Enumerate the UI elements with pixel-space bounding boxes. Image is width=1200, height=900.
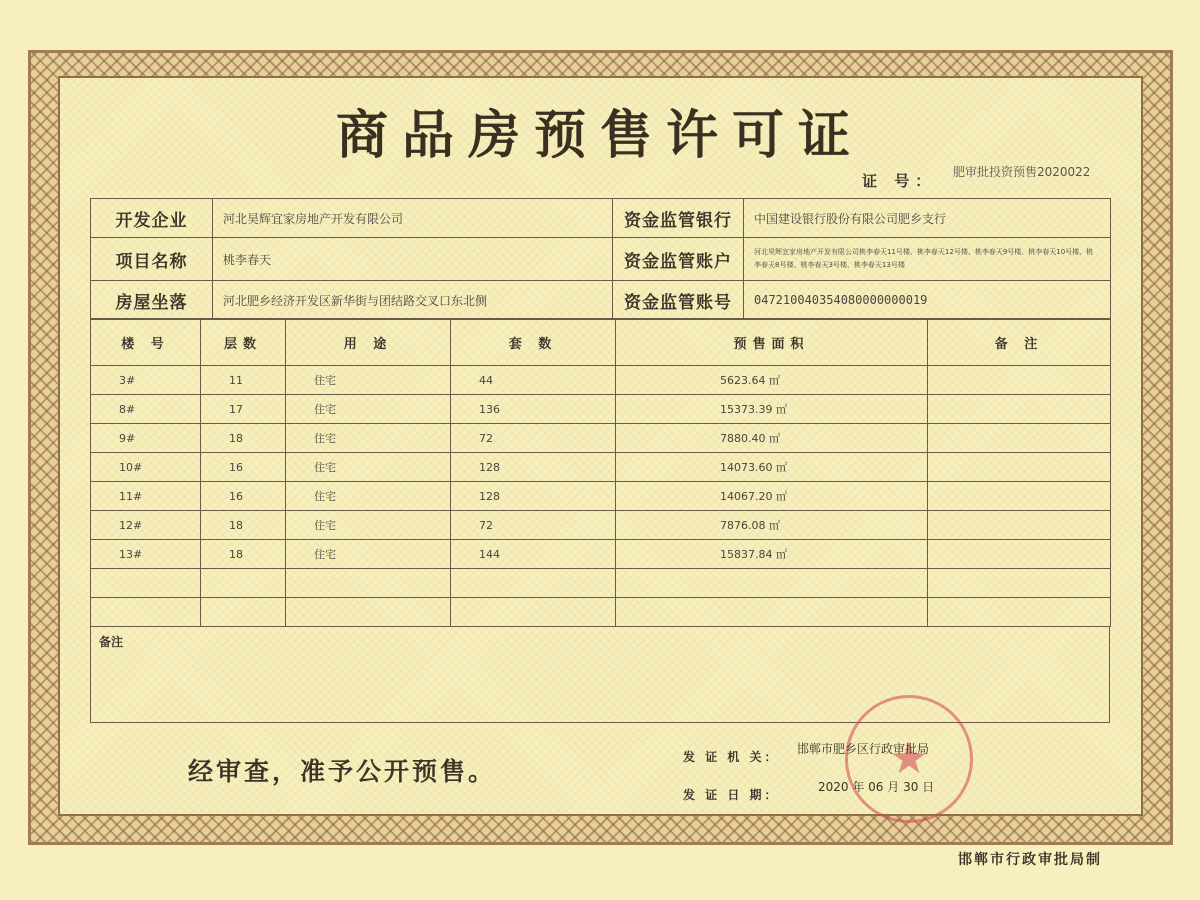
- table-cell: 住宅: [286, 453, 451, 482]
- remarks-box: [90, 627, 1110, 723]
- header-building: 楼 号: [91, 319, 201, 366]
- project-label: 项目名称: [91, 238, 213, 281]
- table-cell: 136: [451, 395, 616, 424]
- table-cell: 128: [451, 482, 616, 511]
- table-cell: [928, 598, 1111, 627]
- bank-label: 资金监管银行: [613, 199, 744, 238]
- table-cell: [928, 424, 1111, 453]
- table-cell: [928, 540, 1111, 569]
- table-cell: [928, 366, 1111, 395]
- units-table: [90, 318, 1111, 627]
- table-cell: [616, 569, 928, 598]
- table-cell: 14073.60 ㎡: [616, 453, 928, 482]
- table-row: [91, 598, 1111, 627]
- table-cell: 16: [201, 453, 286, 482]
- table-row: [91, 482, 1111, 511]
- issue-date-value: 2020 年 06 月 30 日: [818, 780, 935, 794]
- bank-value: 中国建设银行股份有限公司肥乡支行: [744, 199, 1111, 238]
- table-cell: [201, 569, 286, 598]
- table-cell: 住宅: [286, 540, 451, 569]
- table-cell: [928, 395, 1111, 424]
- table-cell: [928, 569, 1111, 598]
- table-cell: 144: [451, 540, 616, 569]
- issue-date-label: 发 证 日 期：: [683, 788, 780, 802]
- table-cell: 10#: [91, 453, 201, 482]
- location-value: 河北肥乡经济开发区新华街与团结路交叉口东北侧: [213, 281, 613, 320]
- header-usage: 用 途: [286, 319, 451, 366]
- certificate-title: 商品房预售许可证: [335, 105, 864, 166]
- table-cell: 住宅: [286, 395, 451, 424]
- table-cell: 7880.40 ㎡: [616, 424, 928, 453]
- table-cell: [616, 598, 928, 627]
- remarks-label: 备注: [99, 635, 124, 649]
- table-cell: [928, 482, 1111, 511]
- approval-statement: 经审查，准予公开预售。: [188, 757, 497, 786]
- table-cell: 住宅: [286, 424, 451, 453]
- table-cell: [928, 511, 1111, 540]
- developer-value: 河北昊辉宜家房地产开发有限公司: [213, 199, 613, 238]
- issuer-value: 邯郸市肥乡区行政审批局: [797, 742, 930, 756]
- table-cell: 住宅: [286, 482, 451, 511]
- table-cell: [928, 453, 1111, 482]
- table-cell: 11: [201, 366, 286, 395]
- table-cell: 8#: [91, 395, 201, 424]
- table-cell: [201, 598, 286, 627]
- table-cell: 44: [451, 366, 616, 395]
- table-row: [91, 511, 1111, 540]
- table-cell: 7876.08 ㎡: [616, 511, 928, 540]
- issuer-label: 发 证 机 关：: [683, 750, 780, 764]
- account-name-value: 河北昊辉宜家房地产开发有限公司桃李春天11号楼、桃李春天12号楼、桃李春天9号楼、桃李春天10号楼、桃李春天8号楼、桃李春天3号楼、桃李春天13号楼: [744, 238, 1111, 281]
- info-table: [90, 198, 1111, 320]
- table-row: [91, 424, 1111, 453]
- official-seal: [845, 695, 973, 823]
- table-cell: 14067.20 ㎡: [616, 482, 928, 511]
- table-row: [91, 366, 1111, 395]
- table-cell: 住宅: [286, 511, 451, 540]
- account-name-label: 资金监管账户: [613, 238, 744, 281]
- table-row: [91, 453, 1111, 482]
- header-units: 套 数: [451, 319, 616, 366]
- table-cell: 18: [201, 540, 286, 569]
- table-cell: 12#: [91, 511, 201, 540]
- issuing-authority-footer: 邯郸市行政审批局制: [958, 852, 1102, 868]
- header-area: 预售面积: [616, 319, 928, 366]
- table-cell: [91, 598, 201, 627]
- developer-label: 开发企业: [91, 199, 213, 238]
- table-cell: 3#: [91, 366, 201, 395]
- table-cell: [451, 569, 616, 598]
- header-floors: 层数: [201, 319, 286, 366]
- table-cell: [451, 598, 616, 627]
- account-no-label: 资金监管账号: [613, 281, 744, 320]
- table-cell: 18: [201, 511, 286, 540]
- cert-number: 肥审批投资预售2020022: [953, 165, 1091, 179]
- table-row: [91, 569, 1111, 598]
- header-remarks: 备 注: [928, 319, 1111, 366]
- table-cell: 住宅: [286, 366, 451, 395]
- table-cell: 5623.64 ㎡: [616, 366, 928, 395]
- project-value: 桃李春天: [213, 238, 613, 281]
- location-label: 房屋坐落: [91, 281, 213, 320]
- table-row: [91, 395, 1111, 424]
- table-cell: 13#: [91, 540, 201, 569]
- table-cell: 15837.84 ㎡: [616, 540, 928, 569]
- table-cell: 11#: [91, 482, 201, 511]
- table-cell: 128: [451, 453, 616, 482]
- table-cell: [286, 598, 451, 627]
- table-cell: 72: [451, 511, 616, 540]
- table-cell: [286, 569, 451, 598]
- table-cell: 9#: [91, 424, 201, 453]
- table-cell: 15373.39 ㎡: [616, 395, 928, 424]
- seal-star-icon: ★: [889, 733, 929, 784]
- table-cell: 72: [451, 424, 616, 453]
- table-row: [91, 540, 1111, 569]
- table-cell: [91, 569, 201, 598]
- table-cell: 18: [201, 424, 286, 453]
- table-cell: 17: [201, 395, 286, 424]
- account-no-value: 047210040354080000000019: [744, 281, 1111, 320]
- cert-number-label: 证 号：: [862, 172, 937, 190]
- table-cell: 16: [201, 482, 286, 511]
